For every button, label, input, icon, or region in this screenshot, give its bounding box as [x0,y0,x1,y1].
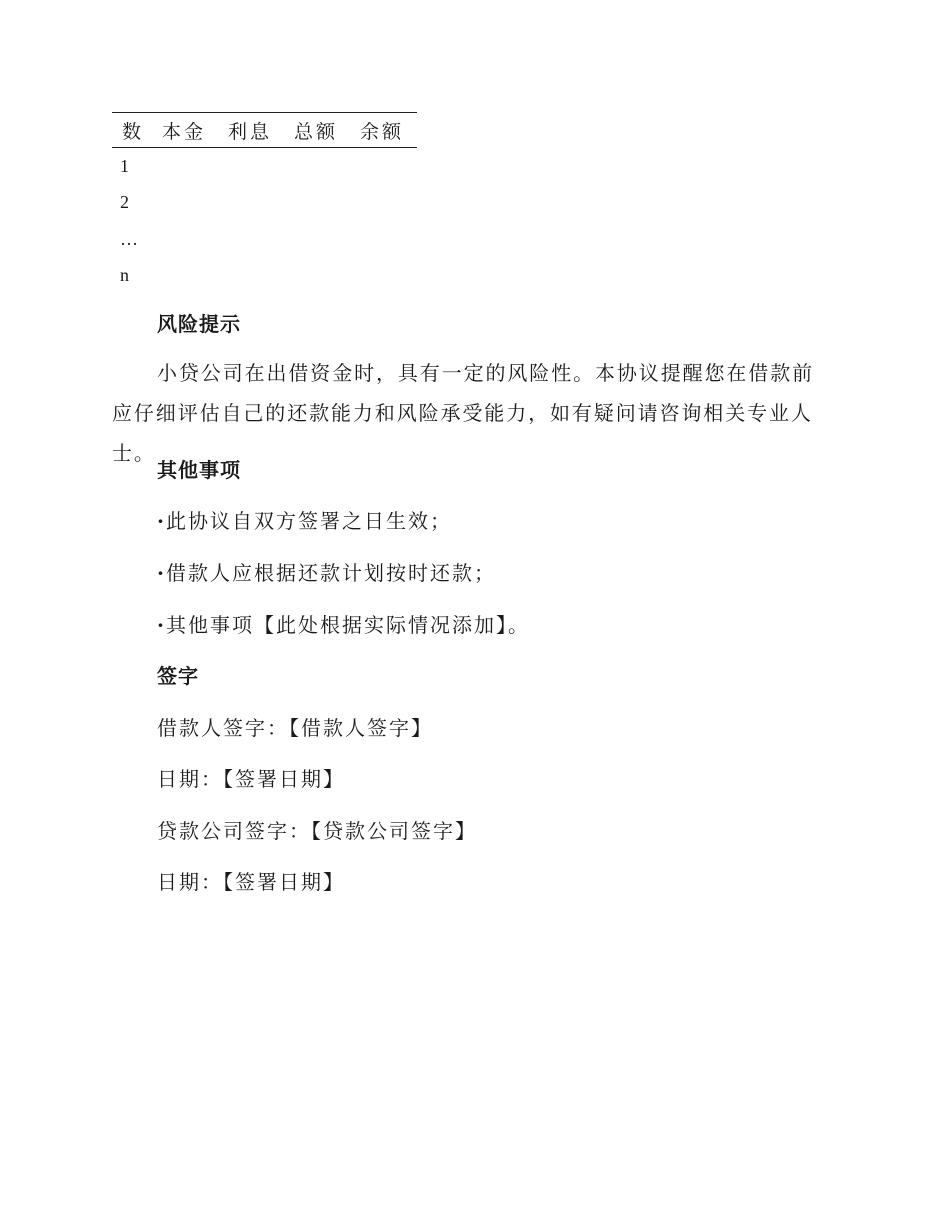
column-header-total: 总额 [294,113,360,148]
bullet-icon: · [157,509,166,533]
column-header-balance: 余额 [360,113,417,148]
other-matters-heading: 其他事项 [157,458,241,482]
table-row [112,185,417,222]
table-row [112,221,417,258]
period-cell: … [120,228,138,249]
table-row [112,148,417,185]
list-item [157,505,452,534]
bullet-icon: · [157,613,166,637]
table-header-row [112,113,417,148]
risk-heading: 风险提示 [157,312,241,336]
list-item [157,557,496,586]
signature-heading: 签字 [157,664,199,688]
column-header-interest: 利息 [228,113,294,148]
table-row [112,258,417,295]
period-cell: 1 [120,155,129,176]
bullet-icon: · [157,561,166,585]
period-cell: 2 [120,192,129,213]
list-item-text: 借款人应根据还款计划按时还款； [166,561,496,585]
period-cell: n [120,265,129,286]
list-item-text: 此协议自双方签署之日生效； [166,509,452,533]
repayment-schedule-table [112,112,417,294]
list-item-text: 其他事项【此处根据实际情况添加】。 [166,613,530,637]
column-header-principal: 本金 [162,113,228,148]
risk-paragraph: 小贷公司在出借资金时，具有一定的风险性。本协议提醒您在借款前应仔细评估自己的还款能力和风险承受能力，如有疑问请咨询相关专业人士。 [112,361,814,465]
column-header-period: 数 [112,113,162,148]
list-item [157,609,530,638]
lender-signature-line: 贷款公司签字：【贷款公司签字】 [157,819,477,843]
lender-date-line: 日期：【签署日期】 [157,870,345,894]
borrower-date-line: 日期：【签署日期】 [157,767,345,791]
borrower-signature-line: 借款人签字：【借款人签字】 [157,716,433,740]
